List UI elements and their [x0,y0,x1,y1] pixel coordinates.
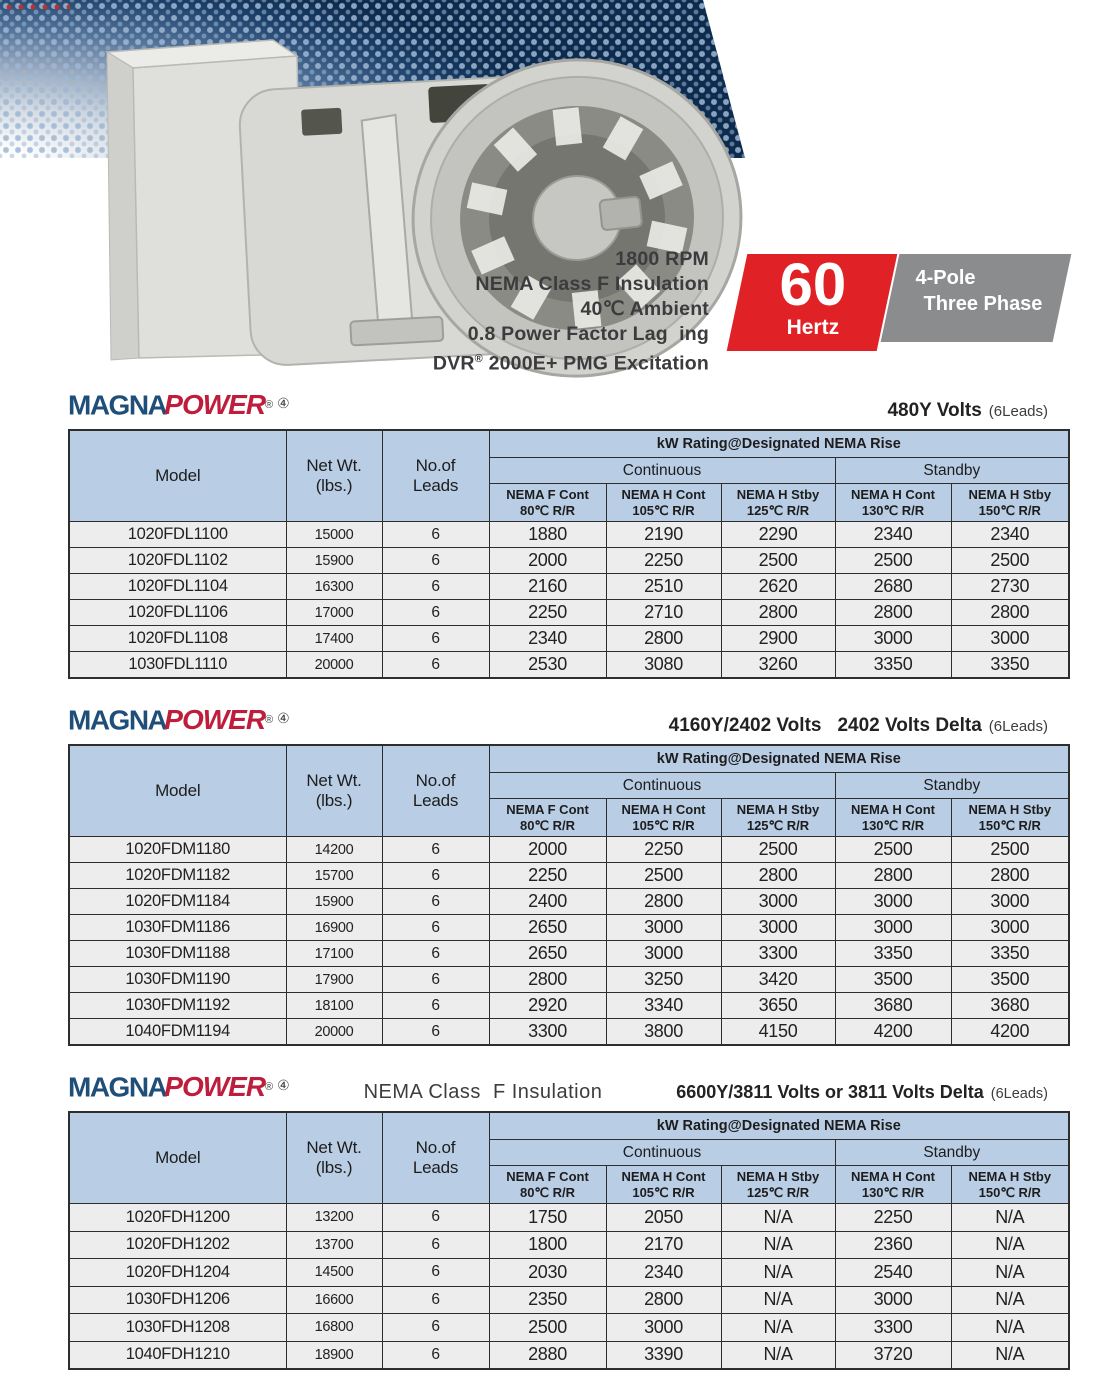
col-nema-h-cont-105: NEMA H Cont 105℃ R/R [606,484,721,522]
table-row [69,1231,1069,1259]
kw-cell: N/A [951,1204,1069,1232]
col-standby: Standby [835,1140,1069,1166]
table-row [69,574,1069,600]
leads-cell: 6 [382,626,489,652]
kw-cell: 2050 [606,1204,721,1232]
pole-phase-badge [881,254,1072,342]
kw-cell: 2340 [489,626,606,652]
kw-cell: 2540 [835,1259,951,1287]
kw-cell: 2500 [835,837,951,863]
kw-cell: 2800 [606,889,721,915]
model-cell: 1030FDM1186 [69,915,286,941]
kw-cell: 2340 [951,522,1069,548]
col-continuous: Continuous [489,458,835,484]
kw-cell: 3350 [951,652,1069,679]
banner [0,0,1105,388]
leads-cell: 6 [382,574,489,600]
leads-cell: 6 [382,1341,489,1369]
kw-cell: 3000 [721,915,835,941]
kw-cell: 3720 [835,1341,951,1369]
col-model: Model [69,745,286,837]
model-cell: 1030FDH1206 [69,1286,286,1314]
leads-cell: 6 [382,915,489,941]
kw-cell: 3000 [951,915,1069,941]
net-wt-cell: 18900 [286,1341,382,1369]
table-row [69,1019,1069,1046]
kw-cell: 2900 [721,626,835,652]
kw-cell: 3350 [835,652,951,679]
spec-line: 1800 RPM [615,248,709,270]
section-head-480y [68,385,1068,425]
kw-cell: 3080 [606,652,721,679]
col-continuous: Continuous [489,1140,835,1166]
col-kw-rating: kW Rating@Designated NEMA Rise [489,430,1069,458]
hertz-badge [727,251,898,351]
model-cell: 1020FDL1108 [69,626,286,652]
table-row [69,652,1069,679]
kw-cell: 2350 [489,1286,606,1314]
leads-cell: 6 [382,1286,489,1314]
kw-cell: 1880 [489,522,606,548]
ratings-table-6600y [68,1111,1070,1370]
table-row [69,548,1069,574]
table-row [69,1259,1069,1287]
spec-line-dvr: DVR® 2000E+ PMG Excitation [432,352,709,375]
circled-4-icon: ④ [277,709,290,726]
net-wt-cell: 14500 [286,1259,382,1287]
kw-cell: N/A [951,1314,1069,1342]
col-nema-h-cont-105: NEMA H Cont 105℃ R/R [606,799,721,837]
pole-label: 4-Pole [915,267,976,289]
kw-cell: N/A [721,1286,835,1314]
kw-cell: 4150 [721,1019,835,1046]
kw-cell: 3650 [721,993,835,1019]
kw-cell: 3000 [951,889,1069,915]
model-cell: 1020FDM1182 [69,863,286,889]
kw-cell: 3300 [721,941,835,967]
kw-cell: 2000 [489,837,606,863]
kw-cell: 3000 [835,889,951,915]
section-title: 4160Y/2402 Volts 2402 Volts Delta (6Leads) [668,715,1048,736]
model-cell: 1020FDL1102 [69,548,286,574]
model-cell: 1020FDM1180 [69,837,286,863]
section-head-4160y [68,700,1068,740]
table-row [69,600,1069,626]
kw-cell: N/A [721,1259,835,1287]
col-net-wt: Net Wt. (lbs.) [286,745,382,837]
table-row [69,522,1069,548]
col-nema-h-stby-125: NEMA H Stby 125℃ R/R [721,1166,835,1204]
net-wt-cell: 17400 [286,626,382,652]
col-continuous: Continuous [489,773,835,799]
model-cell: 1030FDL1110 [69,652,286,679]
kw-cell: 3260 [721,652,835,679]
kw-cell: N/A [721,1204,835,1232]
magnapower-logo: MAGNAPOWER® ④ [68,389,290,420]
kw-cell: 2650 [489,915,606,941]
table-header [69,430,1069,522]
net-wt-cell: 16600 [286,1286,382,1314]
kw-cell: 2680 [835,574,951,600]
table-header [69,1112,1069,1204]
kw-cell: 2190 [606,522,721,548]
col-standby: Standby [835,458,1069,484]
kw-cell: 2800 [951,863,1069,889]
kw-cell: 3680 [951,993,1069,1019]
col-standby: Standby [835,773,1069,799]
model-cell: 1020FDH1200 [69,1204,286,1232]
kw-cell: 3500 [951,967,1069,993]
col-kw-rating: kW Rating@Designated NEMA Rise [489,1112,1069,1140]
kw-cell: 2800 [835,863,951,889]
table-row [69,1314,1069,1342]
net-wt-cell: 20000 [286,652,382,679]
col-nema-h-stby-150: NEMA H Stby 150℃ R/R [951,799,1069,837]
net-wt-cell: 13700 [286,1231,382,1259]
kw-cell: 2170 [606,1231,721,1259]
leads-cell: 6 [382,1259,489,1287]
kw-cell: 2920 [489,993,606,1019]
table-row [69,1204,1069,1232]
col-model: Model [69,1112,286,1204]
col-nema-h-stby-125: NEMA H Stby 125℃ R/R [721,484,835,522]
kw-cell: 2730 [951,574,1069,600]
net-wt-cell: 15900 [286,548,382,574]
col-nema-f-cont: NEMA F Cont 80℃ R/R [489,484,606,522]
kw-cell: 3350 [835,941,951,967]
kw-cell: 3000 [606,941,721,967]
spec-text-block [433,247,709,377]
leads-cell: 6 [382,889,489,915]
kw-cell: 3800 [606,1019,721,1046]
table-body [69,522,1069,679]
kw-cell: 2500 [721,837,835,863]
kw-cell: 2800 [951,600,1069,626]
kw-cell: 2250 [835,1204,951,1232]
model-cell: 1040FDM1194 [69,1019,286,1046]
net-wt-cell: 16300 [286,574,382,600]
kw-cell: 3000 [835,626,951,652]
kw-cell: 2800 [489,967,606,993]
kw-cell: 3250 [606,967,721,993]
registered-icon: ® [265,713,274,726]
kw-cell: 2000 [489,548,606,574]
model-cell: 1020FDL1106 [69,600,286,626]
col-nema-h-cont-105: NEMA H Cont 105℃ R/R [606,1166,721,1204]
table-row [69,837,1069,863]
table-row [69,626,1069,652]
model-cell: 1020FDM1184 [69,889,286,915]
col-model: Model [69,430,286,522]
table-row [69,967,1069,993]
net-wt-cell: 15000 [286,522,382,548]
net-wt-cell: 16900 [286,915,382,941]
kw-cell: 3420 [721,967,835,993]
kw-cell: 2510 [606,574,721,600]
model-cell: 1020FDH1202 [69,1231,286,1259]
spec-line: NEMA Class F Insulation [475,273,709,295]
kw-cell: 1800 [489,1231,606,1259]
registered-icon: ® [265,398,274,411]
net-wt-cell: 15700 [286,863,382,889]
leads-cell: 6 [382,600,489,626]
kw-cell: 3300 [835,1314,951,1342]
kw-cell: 3390 [606,1341,721,1369]
leads-cell: 6 [382,1204,489,1232]
kw-cell: 2250 [489,600,606,626]
kw-cell: 2500 [489,1314,606,1342]
col-nema-h-cont-130: NEMA H Cont 130℃ R/R [835,484,951,522]
section-head-6600y [68,1067,1068,1107]
col-leads: No.of Leads [382,1112,489,1204]
table-row [69,993,1069,1019]
col-nema-h-stby-150: NEMA H Stby 150℃ R/R [951,1166,1069,1204]
kw-cell: 2800 [606,626,721,652]
registered-icon: ® [474,353,483,365]
kw-cell: 2800 [606,1286,721,1314]
col-nema-h-cont-130: NEMA H Cont 130℃ R/R [835,799,951,837]
section-title: 480Y Volts (6Leads) [887,400,1048,421]
kw-cell: N/A [951,1341,1069,1369]
kw-cell: 2800 [721,600,835,626]
model-cell: 1020FDH1204 [69,1259,286,1287]
hertz-value: 60 [779,251,847,318]
leads-cell: 6 [382,967,489,993]
leads-cell: 6 [382,1231,489,1259]
net-wt-cell: 17900 [286,967,382,993]
kw-cell: 3000 [606,915,721,941]
table-row [69,889,1069,915]
section-title: 6600Y/3811 Volts or 3811 Volts Delta (6Leads) [676,1082,1048,1102]
kw-cell: 4200 [951,1019,1069,1046]
kw-cell: 4200 [835,1019,951,1046]
kw-cell: 2880 [489,1341,606,1369]
kw-cell: N/A [721,1341,835,1369]
kw-cell: 2500 [835,548,951,574]
col-nema-h-stby-125: NEMA H Stby 125℃ R/R [721,799,835,837]
model-cell: 1030FDH1208 [69,1314,286,1342]
spec-line: 0.8 Power Factor Lag ing [467,323,709,345]
table-sections [68,385,1068,1391]
leads-cell: 6 [382,548,489,574]
kw-cell: 2800 [721,863,835,889]
model-cell: 1030FDM1190 [69,967,286,993]
net-wt-cell: 15900 [286,889,382,915]
ratings-table-4160y [68,744,1070,1046]
net-wt-cell: 18100 [286,993,382,1019]
kw-cell: 3000 [835,915,951,941]
col-nema-h-stby-150: NEMA H Stby 150℃ R/R [951,484,1069,522]
model-cell: 1040FDH1210 [69,1341,286,1369]
kw-cell: N/A [951,1259,1069,1287]
table-row [69,1341,1069,1369]
col-leads: No.of Leads [382,745,489,837]
circled-4-icon: ④ [277,394,290,411]
kw-cell: 2500 [951,837,1069,863]
leads-cell: 6 [382,837,489,863]
kw-cell: 2250 [606,548,721,574]
kw-cell: 2500 [721,548,835,574]
net-wt-cell: 13200 [286,1204,382,1232]
kw-cell: 2710 [606,600,721,626]
leads-cell: 6 [382,863,489,889]
leads-cell: 6 [382,652,489,679]
kw-cell: 3500 [835,967,951,993]
col-nema-f-cont: NEMA F Cont 80℃ R/R [489,1166,606,1204]
kw-cell: 2340 [835,522,951,548]
kw-cell: 2250 [606,837,721,863]
table-body [69,837,1069,1046]
leads-cell: 6 [382,522,489,548]
model-cell: 1020FDL1104 [69,574,286,600]
col-net-wt: Net Wt. (lbs.) [286,430,382,522]
kw-cell: 2500 [951,548,1069,574]
kw-cell: 3340 [606,993,721,1019]
kw-cell: N/A [721,1231,835,1259]
net-wt-cell: 17000 [286,600,382,626]
table-body [69,1204,1069,1370]
hertz-unit: Hertz [786,316,840,339]
leads-cell: 6 [382,941,489,967]
kw-cell: 2530 [489,652,606,679]
magnapower-logo: MAGNAPOWER® ④ [68,1071,290,1102]
phase-label: Three Phase [923,293,1043,315]
kw-cell: 2360 [835,1231,951,1259]
table-row [69,863,1069,889]
red-dots-accent [0,0,70,11]
col-nema-f-cont: NEMA F Cont 80℃ R/R [489,799,606,837]
col-kw-rating: kW Rating@Designated NEMA Rise [489,745,1069,773]
kw-cell: 3680 [835,993,951,1019]
spec-line: 40℃ Ambient [580,298,709,320]
circled-4-icon: ④ [277,1076,290,1093]
kw-cell: 1750 [489,1204,606,1232]
kw-cell: 2650 [489,941,606,967]
kw-cell: 3000 [951,626,1069,652]
kw-cell: 3300 [489,1019,606,1046]
kw-cell: 2290 [721,522,835,548]
col-net-wt: Net Wt. (lbs.) [286,1112,382,1204]
model-cell: 1030FDM1192 [69,993,286,1019]
leads-cell: 6 [382,993,489,1019]
kw-cell: 2250 [489,863,606,889]
kw-cell: 3000 [721,889,835,915]
ratings-table-480y [68,429,1070,679]
table-row [69,941,1069,967]
table-row [69,915,1069,941]
kw-cell: N/A [951,1286,1069,1314]
model-cell: 1020FDL1100 [69,522,286,548]
net-wt-cell: 16800 [286,1314,382,1342]
kw-cell: 2160 [489,574,606,600]
kw-cell: 2030 [489,1259,606,1287]
leads-cell: 6 [382,1019,489,1046]
net-wt-cell: 14200 [286,837,382,863]
table-row [69,1286,1069,1314]
kw-cell: N/A [721,1314,835,1342]
kw-cell: 2800 [835,600,951,626]
leads-cell: 6 [382,1314,489,1342]
magnapower-logo: MAGNAPOWER® ④ [68,704,290,735]
kw-cell: 3000 [606,1314,721,1342]
model-cell: 1030FDM1188 [69,941,286,967]
col-leads: No.of Leads [382,430,489,522]
kw-cell: 2500 [606,863,721,889]
net-wt-cell: 17100 [286,941,382,967]
insulation-label: NEMA Class F Insulation [363,1081,603,1103]
registered-icon: ® [265,1080,274,1093]
kw-cell: N/A [951,1231,1069,1259]
col-nema-h-cont-130: NEMA H Cont 130℃ R/R [835,1166,951,1204]
kw-cell: 3000 [835,1286,951,1314]
kw-cell: 3350 [951,941,1069,967]
kw-cell: 2400 [489,889,606,915]
table-header [69,745,1069,837]
kw-cell: 2620 [721,574,835,600]
kw-cell: 2340 [606,1259,721,1287]
net-wt-cell: 20000 [286,1019,382,1046]
